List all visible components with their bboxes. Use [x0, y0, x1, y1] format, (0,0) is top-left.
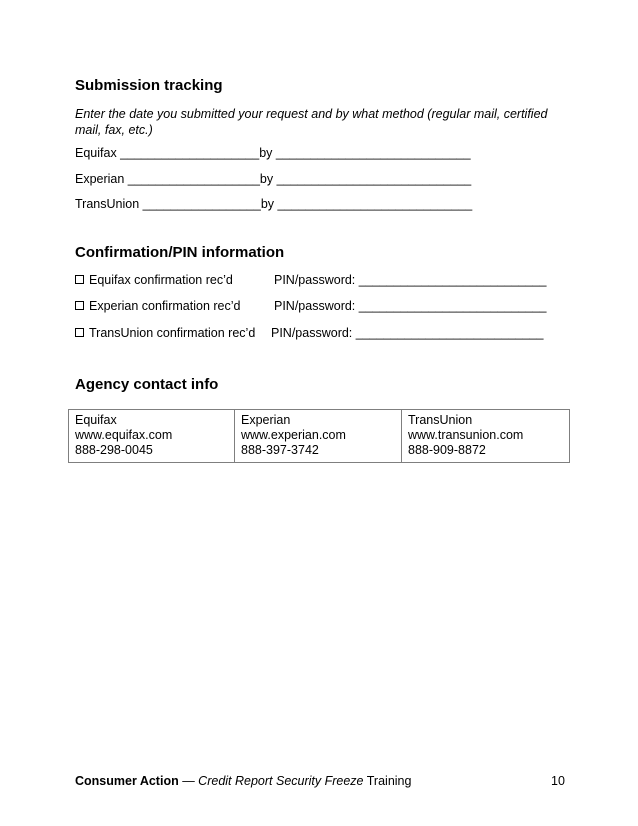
- submission-heading: Submission tracking: [75, 77, 223, 94]
- confirmation-label: Equifax confirmation rec’d: [89, 273, 233, 287]
- agency-name: TransUnion: [408, 413, 473, 427]
- agency-url: www.transunion.com: [408, 428, 524, 442]
- agency-cell-equifax: [69, 410, 235, 463]
- agency-contact-table: [68, 409, 570, 463]
- submission-by: by ____________________________: [260, 197, 473, 211]
- submission-by: by ____________________________: [259, 146, 471, 160]
- confirmation-checkbox-equifax[interactable]: [75, 273, 233, 287]
- agency-cell-experian: [235, 410, 402, 463]
- submission-row-equifax: [75, 146, 471, 160]
- footer-org: Consumer Action: [75, 774, 179, 788]
- checkbox-icon[interactable]: [75, 301, 84, 310]
- agency-phone: 888-298-0045: [75, 443, 153, 457]
- page-footer: [75, 774, 411, 788]
- table-row: [69, 410, 570, 463]
- confirmation-label: TransUnion confirmation rec’d: [89, 326, 256, 340]
- pin-field-transunion: PIN/password: ___________________________: [271, 326, 544, 340]
- submission-label: Equifax ____________________: [75, 146, 260, 160]
- agency-heading: Agency contact info: [75, 376, 219, 393]
- checkbox-icon[interactable]: [75, 275, 84, 284]
- footer-suffix: Training: [363, 774, 412, 788]
- confirmation-label: Experian confirmation rec’d: [89, 299, 241, 313]
- agency-phone: 888-909-8872: [408, 443, 486, 457]
- submission-by: by ____________________________: [259, 172, 472, 186]
- agency-name: Experian: [241, 413, 291, 427]
- agency-phone: 888-397-3742: [241, 443, 319, 457]
- confirmation-checkbox-experian[interactable]: [75, 299, 240, 313]
- agency-url: www.equifax.com: [75, 428, 173, 442]
- pin-field-experian: PIN/password: ___________________________: [274, 299, 547, 313]
- submission-instructions: Enter the date you submitted your request and by what method (regular mail, certified mail, fax, etc.): [75, 107, 548, 137]
- pin-field-equifax: PIN/password: ___________________________: [274, 273, 547, 287]
- agency-name: Equifax: [75, 413, 117, 427]
- agency-url: www.experian.com: [241, 428, 346, 442]
- page-number: 10: [551, 774, 565, 788]
- submission-row-transunion: [75, 197, 472, 211]
- checkbox-icon[interactable]: [75, 328, 84, 337]
- confirmation-checkbox-transunion[interactable]: [75, 326, 255, 340]
- submission-row-experian: [75, 172, 471, 186]
- footer-title: Credit Report Security Freeze: [198, 774, 364, 788]
- confirmation-heading: Confirmation/PIN information: [75, 244, 285, 261]
- submission-label: TransUnion _________________: [75, 197, 261, 211]
- submission-label: Experian ___________________: [75, 172, 260, 186]
- footer-dash: —: [178, 774, 199, 788]
- agency-cell-transunion: [402, 410, 570, 463]
